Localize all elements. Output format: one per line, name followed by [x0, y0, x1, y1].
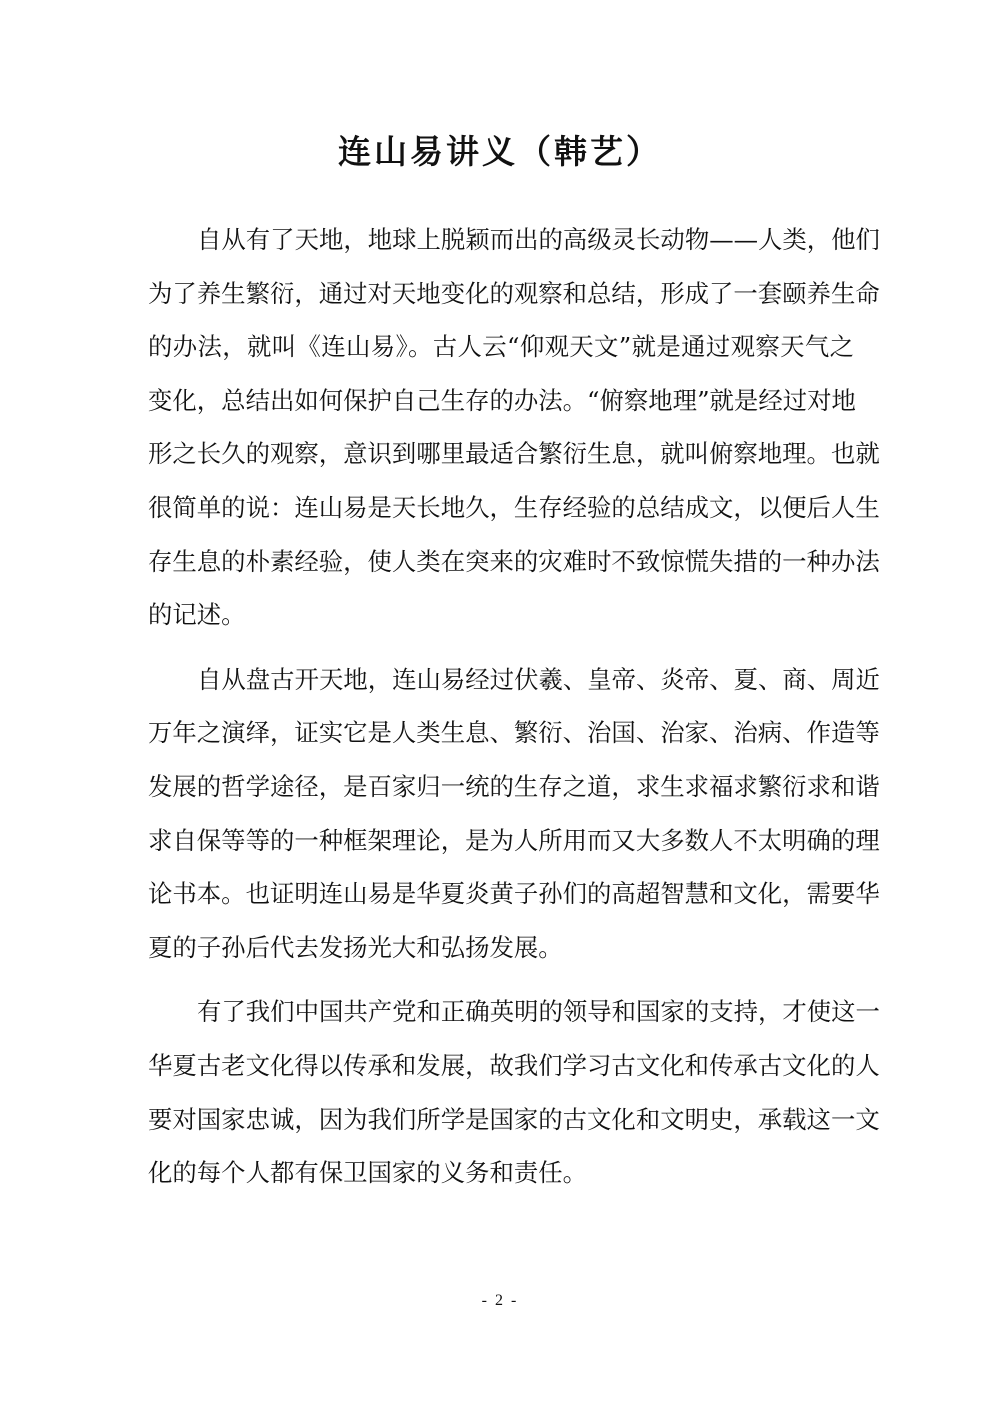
text-line: 万年之演绎，证实它是人类生息、繁衍、治国、治家、治病、作造等	[148, 718, 880, 748]
text-line: 的记述。	[148, 600, 246, 630]
document-body	[148, 213, 880, 1200]
text-line: 化的每个人都有保卫国家的义务和责任。	[148, 1158, 588, 1188]
text-line: 自从有了天地，地球上脱颖而出的高级灵长动物——人类，他们	[197, 225, 880, 254]
text-line: 为了养生繁衍，通过对天地变化的观察和总结，形成了一套颐养生命	[148, 278, 880, 308]
text-line: 变化，总结出如何保护自己生存的办法。“俯察地理”就是经过对地	[148, 385, 856, 415]
text-line: 有了我们中国共产党和正确英明的领导和国家的支持，才使这一	[197, 997, 880, 1027]
text-line: 求自保等等的一种框架理论，是为人所用而又大多数人不太明确的理	[148, 825, 880, 855]
document-title: 连山易讲义（韩艺）	[338, 132, 662, 171]
text-line: 存生息的朴素经验，使人类在突来的灾难时不致惊慌失措的一种办法	[148, 546, 880, 576]
text-line: 形之长久的观察，意识到哪里最适合繁衍生息，就叫俯察地理。也就	[148, 439, 880, 469]
text-line: 很简单的说：连山易是天长地久，生存经验的总结成文，以便后人生	[148, 492, 880, 522]
text-line: 夏的子孙后代去发扬光大和弘扬发展。	[148, 932, 563, 962]
paragraph-2	[148, 653, 880, 975]
text-line: 发展的哲学途径，是百家归一统的生存之道，求生求福求繁衍求和谐	[148, 771, 880, 801]
text-line: 华夏古老文化得以传承和发展，故我们学习古文化和传承古文化的人	[148, 1050, 880, 1080]
text-line: 自从盘古开天地，连山易经过伏羲、皇帝、炎帝、夏、商、周近	[197, 664, 880, 694]
page-number: - 2 -	[481, 1292, 519, 1309]
text-line: 的办法，就叫《连山易》。古人云“仰观天文”就是通过观察天气之	[148, 332, 854, 362]
paragraph-3	[148, 985, 880, 1199]
paragraph-1	[148, 213, 880, 642]
text-line: 论书本。也证明连山易是华夏炎黄子孙们的高超智慧和文化，需要华	[148, 879, 880, 909]
text-line: 要对国家忠诚，因为我们所学是国家的古文化和文明史，承载这一文	[148, 1104, 880, 1134]
